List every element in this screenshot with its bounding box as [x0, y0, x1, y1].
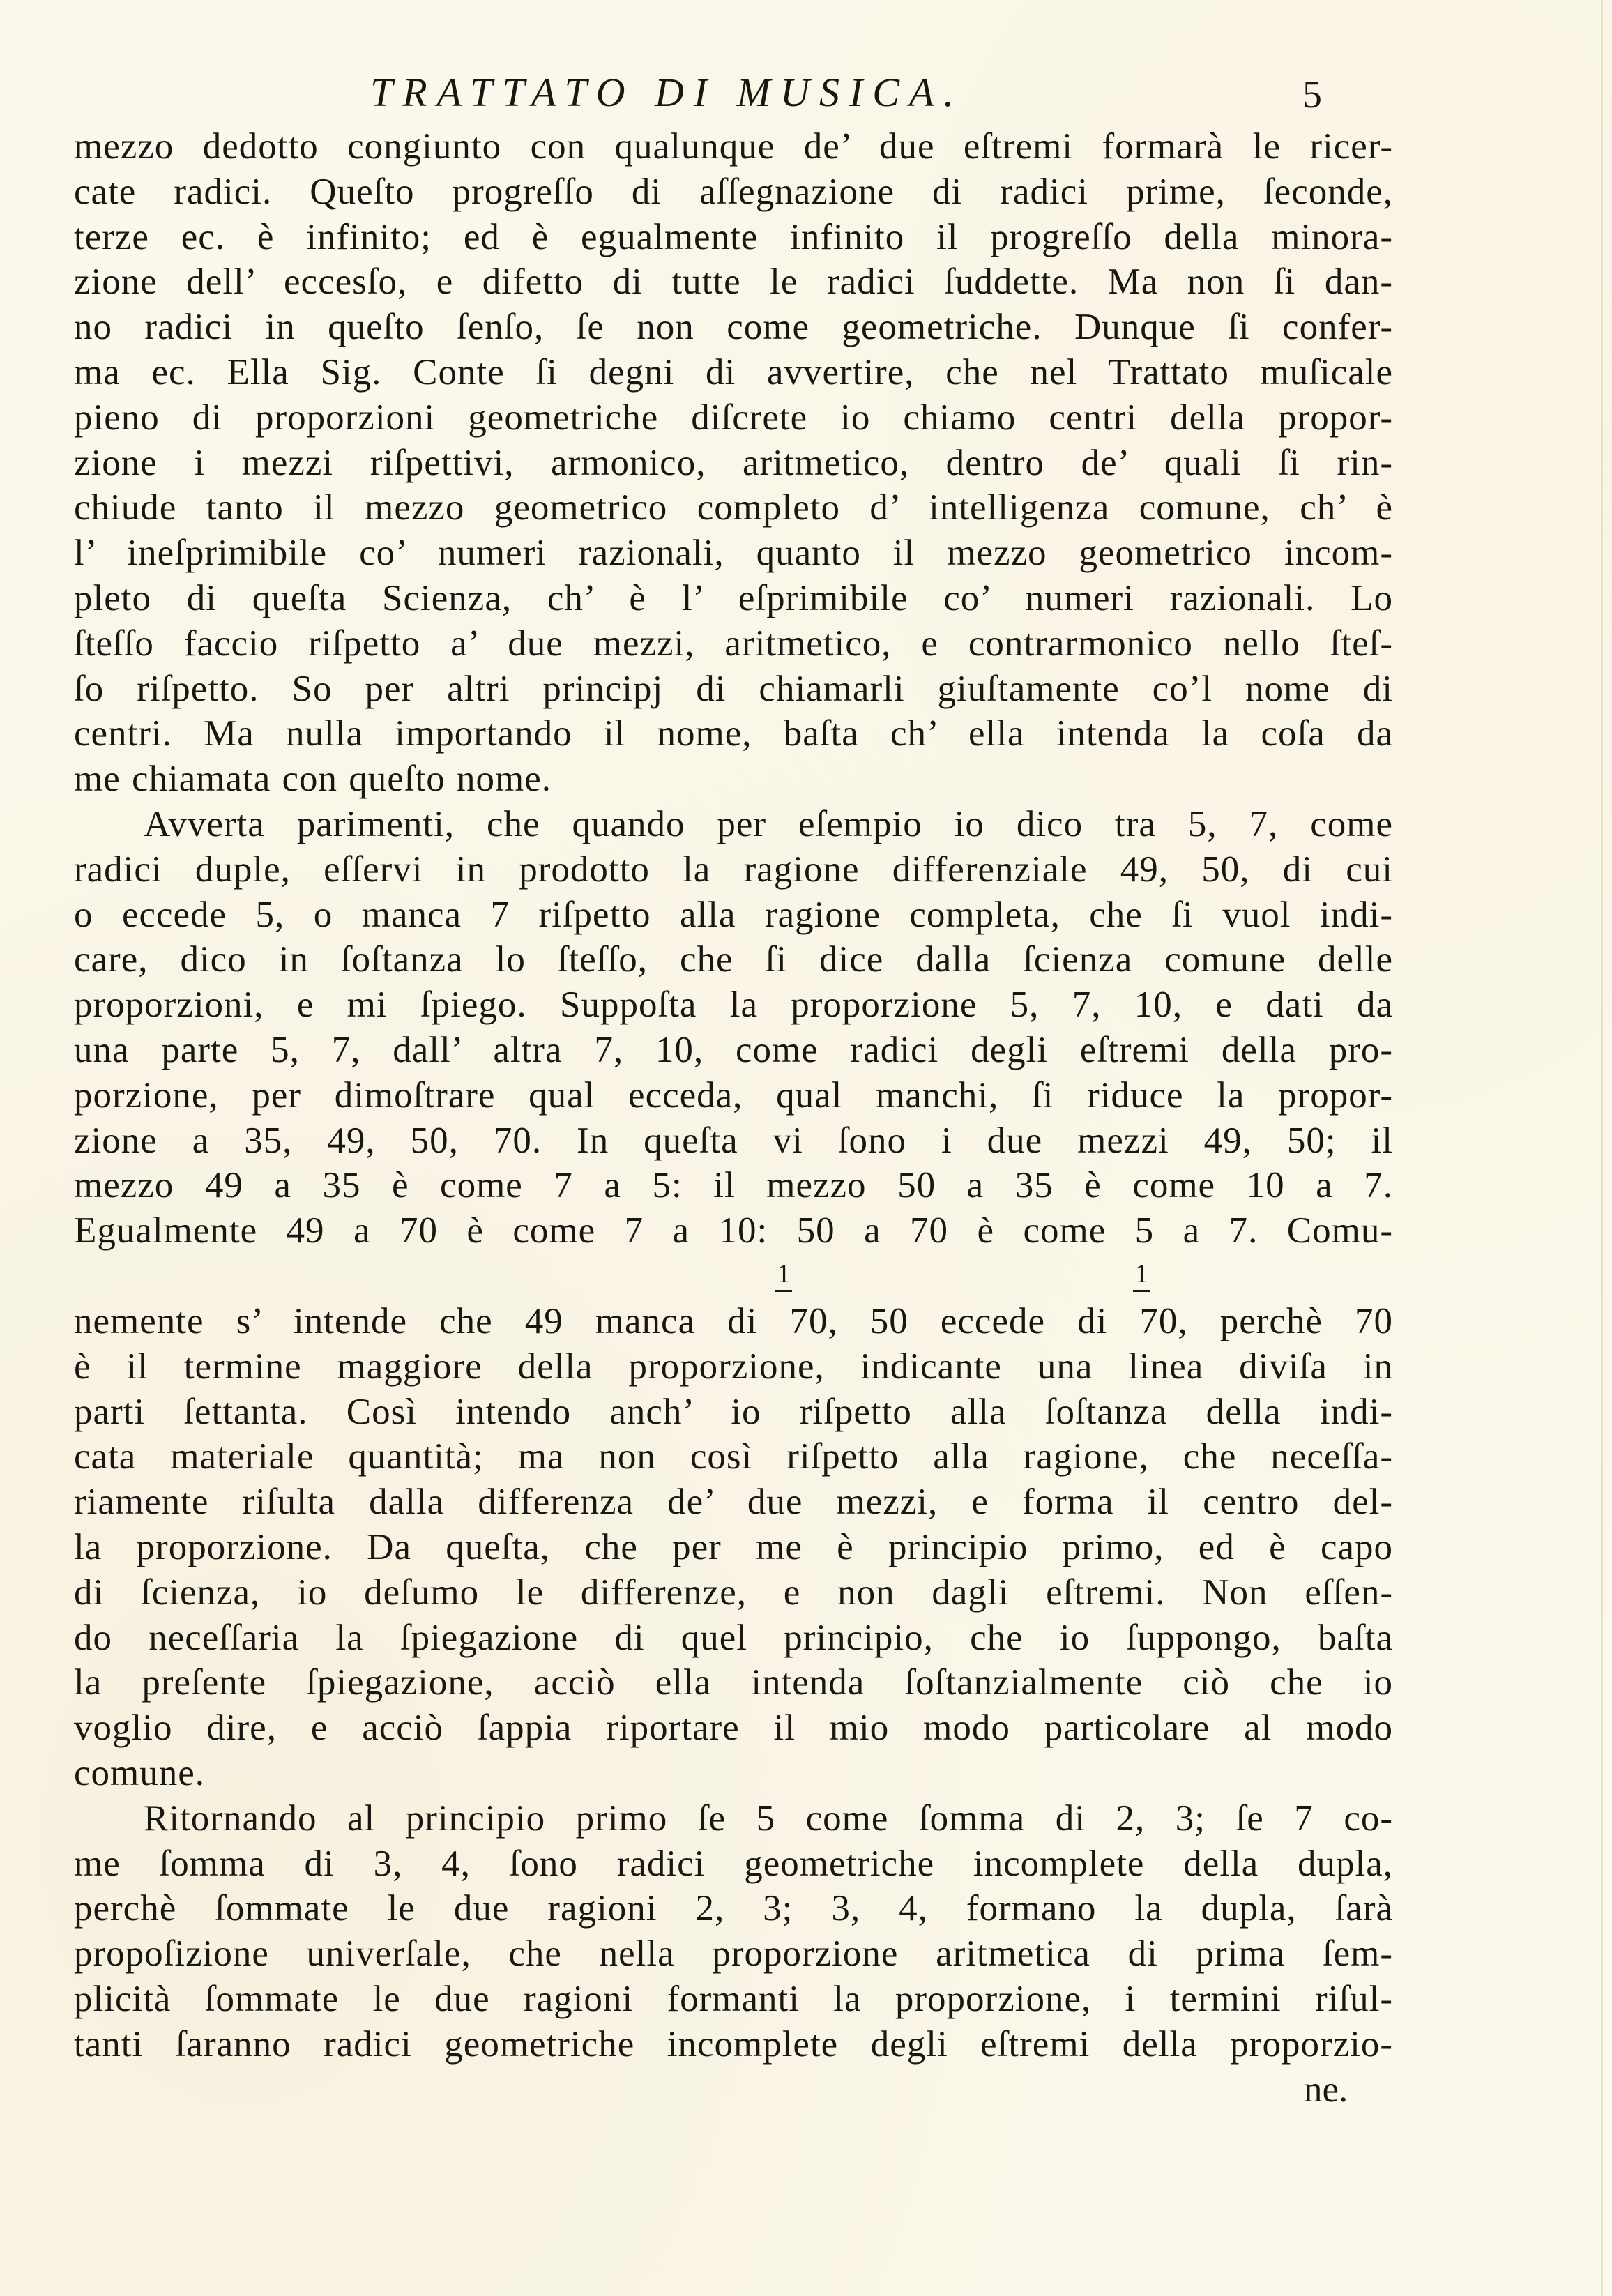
- fraction-bar: [775, 1290, 792, 1292]
- catchword: ne.: [1304, 2069, 1348, 2110]
- text-line: pleto di queſta Scienza, ch’ è l’ eſprimibile co’ numeri razionali. Lo: [74, 578, 1393, 618]
- running-head: TRATTATO DI MUSICA.: [370, 70, 964, 115]
- text-line: me chiamata con queſto nome.: [74, 759, 552, 800]
- text-line: nemente s’ intende che 49 manca di 70, 50 eccede di 70, perchè 70: [74, 1301, 1393, 1341]
- text-line: me ſomma di 3, 4, ſono radici geometriche incomplete della dupla,: [74, 1843, 1393, 1884]
- text-line: una parte 5, 7, dall’ altra 7, 10, come radici degli eſtremi della pro-: [74, 1030, 1393, 1070]
- page-edge: [1601, 0, 1603, 2296]
- text-line: di ſcienza, io deſumo le differenze, e non dagli eſtremi. Non eſſen-: [74, 1572, 1393, 1613]
- fraction-numerator: 1: [777, 1259, 791, 1288]
- text-line: Ritornando al principio primo ſe 5 come ſomma di 2, 3; ſe 7 co-: [144, 1797, 1393, 1839]
- text-line: ſo riſpetto. So per altri principj di chiamarli giuſtamente co’l nome di: [74, 668, 1393, 709]
- text-line: riamente riſulta dalla differenza de’ due mezzi, e forma il centro del-: [74, 1482, 1393, 1523]
- text-line: parti ſettanta. Così intendo anch’ io riſpetto alla ſoſtanza della indi-: [74, 1391, 1393, 1432]
- text-line: centri. Ma nulla importando il nome, baſta ch’ ella intenda la coſa da: [74, 713, 1393, 754]
- text-line: terze ec. è infinito; ed è egualmente infinito il progreſſo della minora-: [74, 216, 1393, 257]
- text-line: zione dell’ eccesſo, e difetto di tutte le radici ſuddette. Ma non ſi dan-: [74, 261, 1393, 303]
- text-line: ſteſſo faccio riſpetto a’ due mezzi, aritmetico, e contrarmonico nello ſteſ-: [74, 623, 1393, 664]
- text-line: voglio dire, e acciò ſappia riportare il mio modo particolare al modo: [74, 1708, 1393, 1749]
- fraction-bar: [1133, 1290, 1150, 1292]
- text-line: ma ec. Ella Sig. Conte ſi degni di avvertire, che nel Trattato muſicale: [74, 352, 1393, 393]
- text-line: o eccede 5, o manca 7 riſpetto alla ragione completa, che ſi vuol indi-: [74, 894, 1393, 935]
- text-line: cate radici. Queſto progreſſo di aſſegnazione di radici prime, ſeconde,: [74, 171, 1393, 212]
- text-line: l’ ineſprimibile co’ numeri razionali, quanto il mezzo geometrico incom-: [74, 533, 1393, 574]
- fraction-superscript: [1127, 1261, 1155, 1292]
- text-line: è il termine maggiore della proporzione, indicante una linea diviſa in: [74, 1346, 1393, 1387]
- text-line: tanti ſaranno radici geometriche incomplete degli eſtremi della proporzio-: [74, 2023, 1393, 2065]
- text-line: proporzioni, e mi ſpiego. Suppoſta la proporzione 5, 7, 10, e dati da: [74, 984, 1393, 1026]
- fraction-superscript: [770, 1261, 798, 1292]
- text-line: la proporzione. Da queſta, che per me è principio primo, ed è capo: [74, 1527, 1393, 1567]
- text-line: mezzo 49 a 35 è come 7 a 5: il mezzo 50 a 35 è come 10 a 7.: [74, 1165, 1393, 1206]
- text-line: cata materiale quantità; ma non così riſpetto alla ragione, che neceſſa-: [74, 1436, 1393, 1477]
- text-line: plicità ſommate le due ragioni formanti la proporzione, i termini riſul-: [74, 1979, 1393, 2019]
- text-line: Avverta parimenti, che quando per eſempio io dico tra 5, 7, come: [144, 804, 1393, 844]
- page-number: 5: [1302, 73, 1322, 116]
- text-line: la preſente ſpiegazione, acciò ella intenda ſoſtanzialmente ciò che io: [74, 1662, 1393, 1703]
- text-line: care, dico in ſoſtanza lo ſteſſo, che ſi dice dalla ſcienza comune delle: [74, 939, 1393, 980]
- fraction-numerator: 1: [1134, 1259, 1148, 1288]
- text-line: propoſizione univerſale, che nella proporzione aritmetica di prima ſem-: [74, 1933, 1393, 1975]
- text-line: chiude tanto il mezzo geometrico completo d’ intelligenza comune, ch’ è: [74, 487, 1393, 529]
- text-line: pieno di proporzioni geometriche diſcrete io chiamo centri della propor-: [74, 397, 1393, 438]
- text-line: comune.: [74, 1753, 206, 1793]
- text-line: perchè ſommate le due ragioni 2, 3; 3, 4, formano la dupla, ſarà: [74, 1888, 1393, 1929]
- text-line: zione a 35, 49, 50, 70. In queſta vi ſono i due mezzi 49, 50; il: [74, 1120, 1393, 1161]
- text-line: zione i mezzi riſpettivi, armonico, aritmetico, dentro de’ quali ſi rin-: [74, 442, 1393, 483]
- text-line: do neceſſaria la ſpiegazione di quel principio, che io ſuppongo, baſta: [74, 1617, 1393, 1658]
- text-line: Egualmente 49 a 70 è come 7 a 10: 50 a 70 è come 5 a 7. Comu-: [74, 1210, 1393, 1252]
- text-line: mezzo dedotto congiunto con qualunque de’ due eſtremi formarà le ricer-: [74, 126, 1393, 167]
- text-line: no radici in queſto ſenſo, ſe non come geometriche. Dunque ſi confer-: [74, 307, 1393, 348]
- text-line: porzione, per dimoſtrare qual ecceda, qual manchi, ſi riduce la propor-: [74, 1074, 1393, 1116]
- text-line: radici duple, eſſervi in prodotto la ragione differenziale 49, 50, di cui: [74, 849, 1393, 890]
